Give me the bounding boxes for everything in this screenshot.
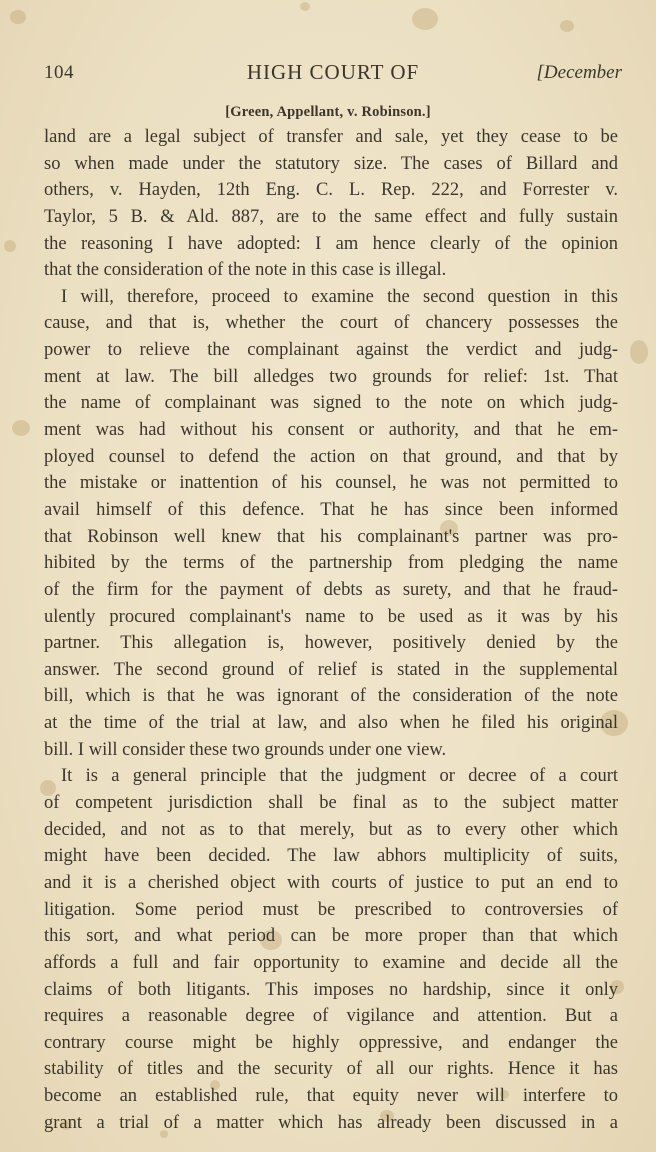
text-line: hibited by the terms of the partnership from pledging the name xyxy=(44,553,618,574)
text-line: of the firm for the payment of debts as surety, and that he fraud- xyxy=(44,579,618,600)
text-line: contrary course might be highly oppressive, and endanger the xyxy=(44,1032,618,1053)
foxing-spot xyxy=(630,340,648,364)
text-line: ment at law. The bill alledges two grounds for relief: 1st. That xyxy=(44,366,618,387)
foxing-spot xyxy=(12,420,30,436)
text-line: claims of both litigants. This imposes no hardship, since it only xyxy=(44,979,618,1000)
running-head-title: HIGH COURT OF xyxy=(246,60,420,84)
text-line: and it is a cherished object with courts of justice to put an end to xyxy=(44,872,618,893)
text-line: avail himself of this defence. That he has since been informed xyxy=(44,499,618,520)
text-line: that Robinson well knew that his complainant's partner was pro- xyxy=(44,526,618,547)
text-line: litigation. Some period must be prescribed to controversies of xyxy=(44,899,618,920)
paragraph xyxy=(44,763,618,1136)
text-line: the mistake or inattention of his counsel, he was not permitted to xyxy=(44,473,618,494)
text-line: land are a legal subject of transfer and sale, yet they cease to be xyxy=(44,127,618,147)
text-line: might have been decided. The law abhors multiplicity of suits, xyxy=(44,846,618,867)
text-line: this sort, and what period can be more proper than that which xyxy=(44,926,618,947)
text-line: that the consideration of the note in this case is illegal. xyxy=(44,260,447,281)
text-line: stability of titles and the security of all our rights. Hence it has xyxy=(44,1059,618,1080)
text-line: affords a full and fair opportunity to examine and decide all the xyxy=(44,952,618,973)
case-caption: [Green, Appellant, v. Robinson.] xyxy=(225,104,431,120)
text-line: bill. I will consider these two grounds under one view. xyxy=(44,739,447,760)
text-line: I will, therefore, proceed to examine the second question in this xyxy=(61,286,618,307)
text-line: grant a trial of a matter which has already been discussed in a xyxy=(44,1112,618,1133)
text-line: ulently procured complainant's name to be used as it was by his xyxy=(44,606,618,627)
body-text xyxy=(44,124,618,1136)
text-line: ployed counsel to defend the action on that ground, and that by xyxy=(44,446,618,467)
foxing-spot xyxy=(412,8,438,30)
text-line: others, v. Hayden, 12th Eng. C. L. Rep. 222, and Forrester v. xyxy=(44,180,618,201)
text-line: requires a reasonable degree of vigilance and attention. But a xyxy=(44,1006,618,1027)
running-head xyxy=(44,60,622,88)
text-line: power to relieve the complainant against the verdict and judg- xyxy=(44,340,618,361)
text-line: Taylor, 5 B. & Ald. 887, are to the same effect and fully sustain xyxy=(44,206,618,227)
text-line: ment was had without his consent or authority, and that he em- xyxy=(44,420,618,441)
text-line: decided, and not as to that merely, but as to every other which xyxy=(44,819,618,840)
running-head-month: [December xyxy=(536,62,622,83)
text-line: partner. This allegation is, however, positively denied by the xyxy=(44,633,618,654)
text-line: answer. The second ground of relief is stated in the supplemental xyxy=(44,659,618,680)
text-line: It is a general principle that the judgment or decree of a court xyxy=(61,766,618,787)
text-line: so when made under the statutory size. The cases of Billard and xyxy=(44,153,618,174)
foxing-spot xyxy=(300,2,310,11)
page-number: 104 xyxy=(44,62,74,83)
text-line: the reasoning I have adopted: I am hence clearly of the opinion xyxy=(44,233,618,254)
foxing-spot xyxy=(4,240,16,252)
paragraph xyxy=(44,124,618,284)
foxing-spot xyxy=(560,20,574,32)
text-line: bill, which is that he was ignorant of the consideration of the note xyxy=(44,686,618,707)
text-line: become an established rule, that equity never will interfere to xyxy=(44,1086,618,1107)
text-line: the name of complainant was signed to the note on which judg- xyxy=(44,393,618,414)
text-line: at the time of the trial at law, and also when he filed his original xyxy=(44,713,618,734)
text-line: of competent jurisdiction shall be final as to the subject matter xyxy=(44,793,618,814)
text-line: cause, and that is, whether the court of chancery possesses the xyxy=(44,313,618,334)
foxing-spot xyxy=(10,10,26,24)
paragraph xyxy=(44,284,618,764)
